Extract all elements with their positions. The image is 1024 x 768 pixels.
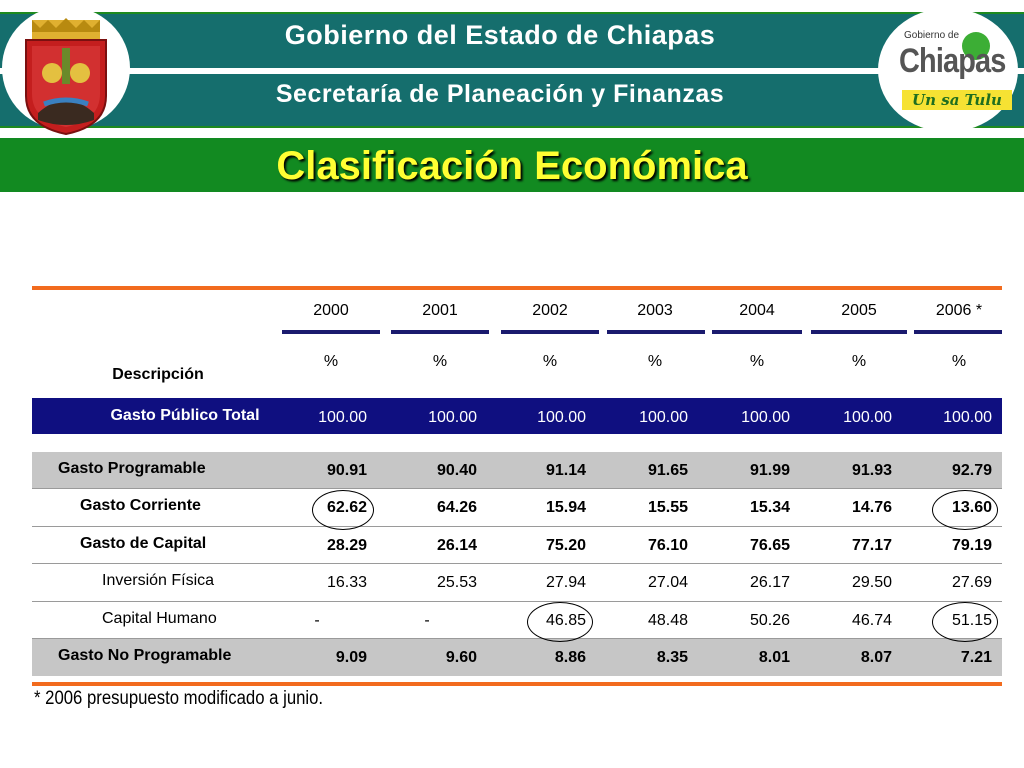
table-cell: 26.14	[436, 537, 477, 554]
table-cell: 9.60	[445, 649, 477, 666]
table-cell: 25.53	[436, 574, 477, 591]
table-cell: 91.65	[647, 462, 688, 479]
logo-caption: Gobierno de	[904, 30, 960, 41]
table-top-rule	[32, 286, 1002, 290]
table-cell: 100.00	[537, 409, 586, 426]
table-cell: 62.62	[326, 499, 367, 516]
table-cell: 76.10	[647, 537, 688, 554]
table-cell: -	[424, 612, 430, 629]
table-cell: 91.93	[851, 462, 892, 479]
percent-header: %	[542, 353, 558, 370]
table-cell: 64.26	[436, 499, 477, 516]
highlight-circle	[932, 602, 998, 642]
year-header: 2002	[532, 302, 568, 319]
logo-slogan: Un sa Tulu	[902, 90, 1012, 110]
highlight-circle	[932, 490, 998, 530]
row-gasto-de-capital	[32, 527, 1002, 564]
footnote: * 2006 presupuesto modificado a junio.	[34, 688, 324, 709]
year-underline	[501, 330, 599, 334]
year-underline	[914, 330, 1002, 334]
percent-header: %	[647, 353, 663, 370]
highlight-circle	[312, 490, 374, 530]
table-cell: 76.65	[749, 537, 790, 554]
year-underline	[391, 330, 489, 334]
table-cell: 15.94	[545, 499, 586, 516]
year-underline	[712, 330, 802, 334]
table-cell: 28.29	[326, 537, 367, 554]
table-cell: 48.48	[647, 612, 688, 629]
percent-header: %	[951, 353, 967, 370]
table-cell: 100.00	[943, 409, 992, 426]
year-header: 2000	[313, 302, 349, 319]
year-underline	[607, 330, 705, 334]
coat-of-arms-icon	[18, 18, 114, 136]
description-header: Descripción	[112, 366, 204, 383]
year-header: 2004	[739, 302, 775, 319]
row-gasto-no-programable	[32, 639, 1002, 676]
table-cell: 90.40	[436, 462, 477, 479]
row-gasto-programable	[32, 452, 1002, 489]
table-cell: 27.04	[647, 574, 688, 591]
table-cell: 50.26	[749, 612, 790, 629]
table-cell: 91.99	[749, 462, 790, 479]
table-cell: 51.15	[951, 612, 992, 629]
row-capital-humano	[32, 602, 1002, 639]
table-cell: 7.21	[960, 649, 992, 666]
year-header: 2006 *	[935, 302, 983, 319]
highlight-circle	[527, 602, 593, 642]
table-cell: 27.94	[545, 574, 586, 591]
row-label: Gasto No Programable	[58, 647, 232, 664]
year-underline	[811, 330, 907, 334]
row-label: Gasto Público Total	[110, 407, 260, 424]
year-header: 2005	[841, 302, 877, 319]
table-cell: 100.00	[741, 409, 790, 426]
row-label: Capital Humano	[102, 610, 217, 627]
row-label: Inversión Física	[102, 572, 215, 589]
logo-wordmark: Chiapas	[899, 42, 1006, 80]
page-title: Clasificación Económica	[276, 144, 748, 188]
table-cell: 15.55	[647, 499, 688, 516]
table-cell: 91.14	[545, 462, 586, 479]
year-underline	[282, 330, 380, 334]
table-cell: 100.00	[639, 409, 688, 426]
table-cell: 15.34	[749, 499, 790, 516]
table-cell: 90.91	[326, 462, 367, 479]
table-cell: 92.79	[951, 462, 992, 479]
secretariat-name: Secretaría de Planeación y Finanzas	[275, 80, 725, 108]
table-cell: 8.01	[758, 649, 790, 666]
table-cell: 29.50	[851, 574, 892, 591]
row-label: Gasto Programable	[58, 460, 206, 477]
percent-header: %	[323, 353, 339, 370]
table-bottom-rule	[32, 682, 1002, 686]
table-cell: 75.20	[545, 537, 586, 554]
year-header: 2001	[422, 302, 458, 319]
percent-header: %	[851, 353, 867, 370]
row-gasto-corriente	[32, 489, 1002, 527]
year-header: 2003	[637, 302, 673, 319]
row-inversion-fisica	[32, 564, 1002, 602]
table-cell: 46.74	[851, 612, 892, 629]
table-cell: 13.60	[951, 499, 992, 516]
row-gasto-publico-total	[32, 398, 1002, 434]
table-cell: 8.35	[656, 649, 688, 666]
table-cell: 26.17	[749, 574, 790, 591]
row-label: Gasto de Capital	[80, 535, 207, 552]
title-bar	[0, 138, 1024, 192]
table-cell: 8.07	[860, 649, 892, 666]
table-cell: -	[314, 612, 320, 629]
percent-header: %	[432, 353, 448, 370]
table-cell: 77.17	[851, 537, 892, 554]
table-cell: 100.00	[843, 409, 892, 426]
table-cell: 27.69	[951, 574, 992, 591]
government-name: Gobierno del Estado de Chiapas	[284, 20, 716, 50]
table-cell: 100.00	[428, 409, 477, 426]
row-label: Gasto Corriente	[80, 497, 201, 514]
table-cell: 100.00	[318, 409, 367, 426]
header-banner	[0, 6, 1024, 126]
percent-header: %	[749, 353, 765, 370]
table-cell: 79.19	[951, 537, 992, 554]
table-cell: 9.09	[335, 649, 367, 666]
table-cell: 16.33	[326, 574, 367, 591]
table-cell: 46.85	[545, 612, 586, 629]
table-cell: 8.86	[554, 649, 586, 666]
table-cell: 14.76	[851, 499, 892, 516]
